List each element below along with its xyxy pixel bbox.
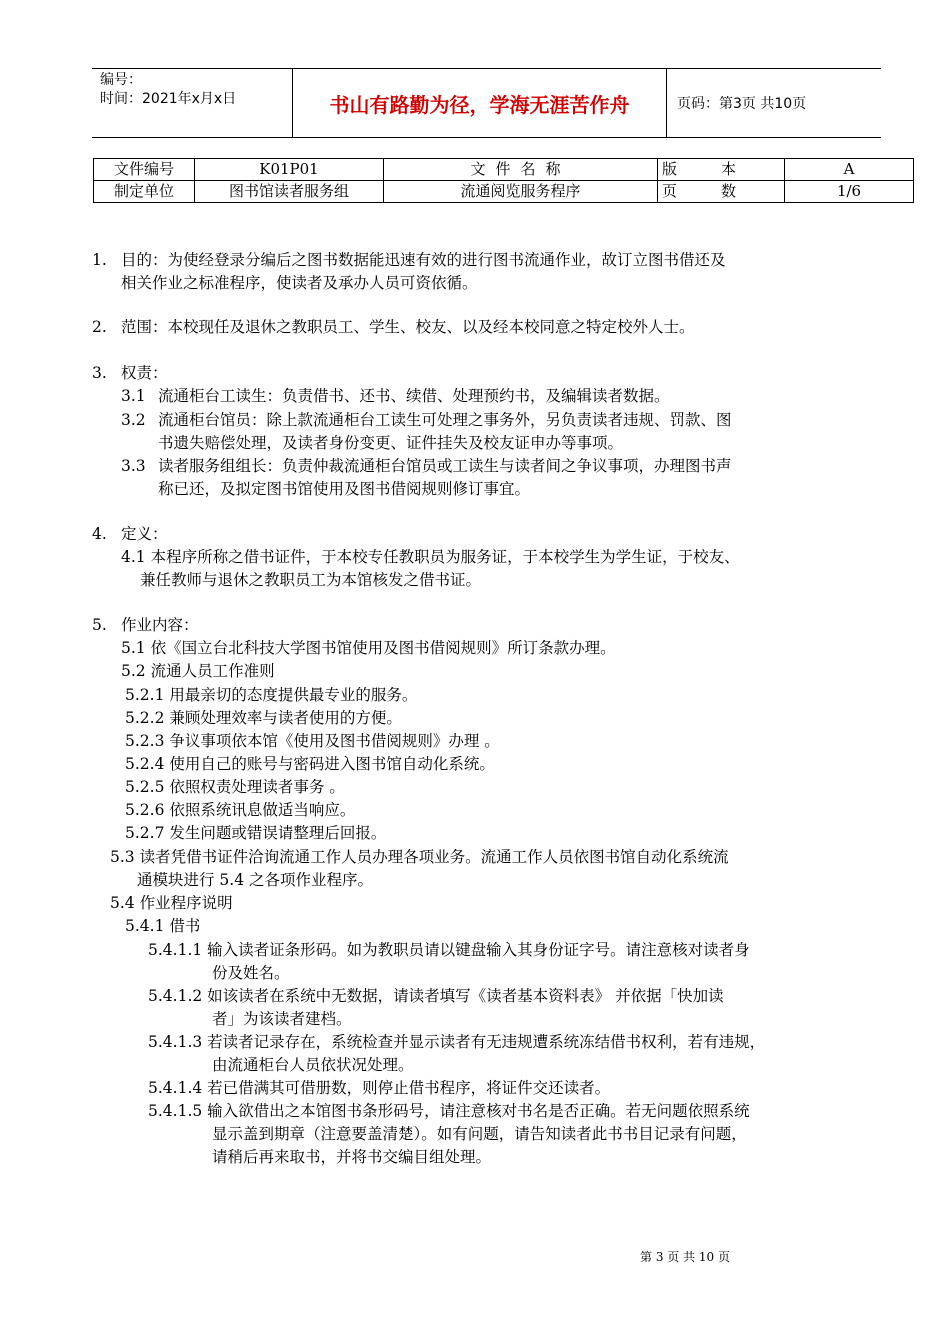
info-row	[94, 159, 914, 181]
item-text: 5.3 读者凭借书证件洽询流通工作人员办理各项业务。流通工作人员依图书馆自动化系统流	[110, 848, 729, 866]
step-item: 5.4.1.4 若已借满其可借册数，则停止借书程序，将证件交还读者。	[148, 1079, 611, 1097]
info-cell: 1/6	[785, 181, 914, 203]
document-info-table	[93, 158, 914, 203]
page-footer: 第 3 页 共 10 页	[640, 1250, 730, 1264]
info-cell: 版本	[658, 159, 785, 181]
info-cell: K01P01	[195, 159, 384, 181]
item-text: 5.4.1 借书	[125, 917, 201, 935]
header-page-info: 页码：第3页 共10页	[677, 96, 807, 112]
item-text: 称已还，及拟定图书馆使用及图书借阅规则修订事宜。	[158, 480, 531, 498]
step-item: 显示盖到期章（注意要盖清楚）。如有问题，请告知读者此书书目记录有问题，	[212, 1125, 747, 1143]
item-text: 流通柜台馆员：除上款流通柜台工读生可处理之事务外，另负责读者违规、罚款、图	[158, 411, 732, 429]
step-item: 5.4.1.2 如该读者在系统中无数据，请读者填写《读者基本资料表》 并依据「快加读	[148, 987, 724, 1005]
section-title: 权责：	[121, 364, 168, 382]
header-number: 编号：	[100, 72, 142, 88]
rule-item: 5.2.6 依照系统讯息做适当响应。	[125, 801, 356, 819]
section-title: 定义：	[121, 525, 168, 543]
rule-item: 5.2.3 争议事项依本馆《使用及图书借阅规则》办理 。	[125, 732, 500, 750]
step-item: 份及姓名。	[212, 964, 290, 982]
section-text: 兼任教师与退休之教职员工为本馆核发之借书证。	[140, 571, 482, 589]
step-item: 5.4.1.1 输入读者证条形码。如为教职员请以键盘输入其身份证字号。请注意核对读者身	[148, 941, 750, 959]
section-text: 4.1 本程序所称之借书证件，于本校专任教职员为服务证，于本校学生为学生证，于校友、	[121, 548, 740, 566]
item-number: 3.2	[121, 411, 146, 429]
item-text: 5.1 依《国立台北科技大学图书馆使用及图书借阅规则》所订条款办理。	[121, 639, 616, 657]
item-text: 通模块进行 5.4 之各项作业程序。	[137, 871, 374, 889]
section-text: 目的：为使经登录分编后之图书数据能迅速有效的进行图书流通作业，故订立图书借还及	[121, 251, 726, 269]
item-text: 5.2 流通人员工作准则	[121, 662, 275, 680]
section-title: 作业内容：	[121, 616, 199, 634]
item-number: 3.1	[121, 387, 146, 405]
rule-item: 5.2.7 发生问题或错误请整理后回报。	[125, 824, 387, 842]
section-number: 5.	[92, 616, 107, 634]
section-number: 1.	[92, 251, 107, 269]
step-item: 5.4.1.5 输入欲借出之本馆图书条形码号，请注意核对书名是否正确。若无问题依照系统	[148, 1102, 750, 1120]
item-text: 5.4 作业程序说明	[110, 894, 233, 912]
info-cell: 页数	[658, 181, 785, 203]
info-cell: 文件名称	[384, 159, 658, 181]
info-row	[94, 181, 914, 203]
header-motto: 书山有路勤为径，学海无涯苦作舟	[293, 69, 667, 137]
info-cell: 图书馆读者服务组	[195, 181, 384, 203]
header-time: 时间：2021年x月x日	[100, 91, 237, 107]
section-text: 范围：本校现任及退休之教职员工、学生、校友、以及经本校同意之特定校外人士。	[121, 318, 695, 336]
item-number: 3.3	[121, 457, 146, 475]
info-cell: 文件编号	[94, 159, 195, 181]
item-text: 书遗失赔偿处理，及读者身份变更、证件挂失及校友证申办等事项。	[158, 434, 624, 452]
info-cell: 流通阅览服务程序	[384, 181, 658, 203]
info-cell: A	[785, 159, 914, 181]
step-item: 5.4.1.3 若读者记录存在，系统检查并显示读者有无违规遭系统冻结借书权利，若有违规，	[148, 1033, 766, 1051]
section-text: 相关作业之标准程序，使读者及承办人员可资依循。	[121, 274, 478, 292]
item-text: 读者服务组组长：负责仲裁流通柜台馆员或工读生与读者间之争议事项，办理图书声	[158, 457, 732, 475]
rule-item: 5.2.2 兼顾处理效率与读者使用的方便。	[125, 709, 402, 727]
step-item: 由流通柜台人员依状况处理。	[212, 1056, 414, 1074]
info-cell: 制定单位	[94, 181, 195, 203]
item-text: 流通柜台工读生：负责借书、还书、续借、处理预约书，及编辑读者数据。	[158, 387, 670, 405]
header-meta	[92, 69, 293, 137]
rule-item: 5.2.4 使用自己的账号与密码进入图书馆自动化系统。	[125, 755, 495, 773]
rule-item: 5.2.5 依照权责处理读者事务 。	[125, 778, 345, 796]
rule-item: 5.2.1 用最亲切的态度提供最专业的服务。	[125, 686, 418, 704]
step-item: 请稍后再来取书，并将书交编目组处理。	[212, 1148, 492, 1166]
section-number: 4.	[92, 525, 107, 543]
section-number: 2.	[92, 318, 107, 336]
section-number: 3.	[92, 364, 107, 382]
document-header	[92, 68, 881, 138]
step-item: 者」为该读者建档。	[212, 1010, 352, 1028]
